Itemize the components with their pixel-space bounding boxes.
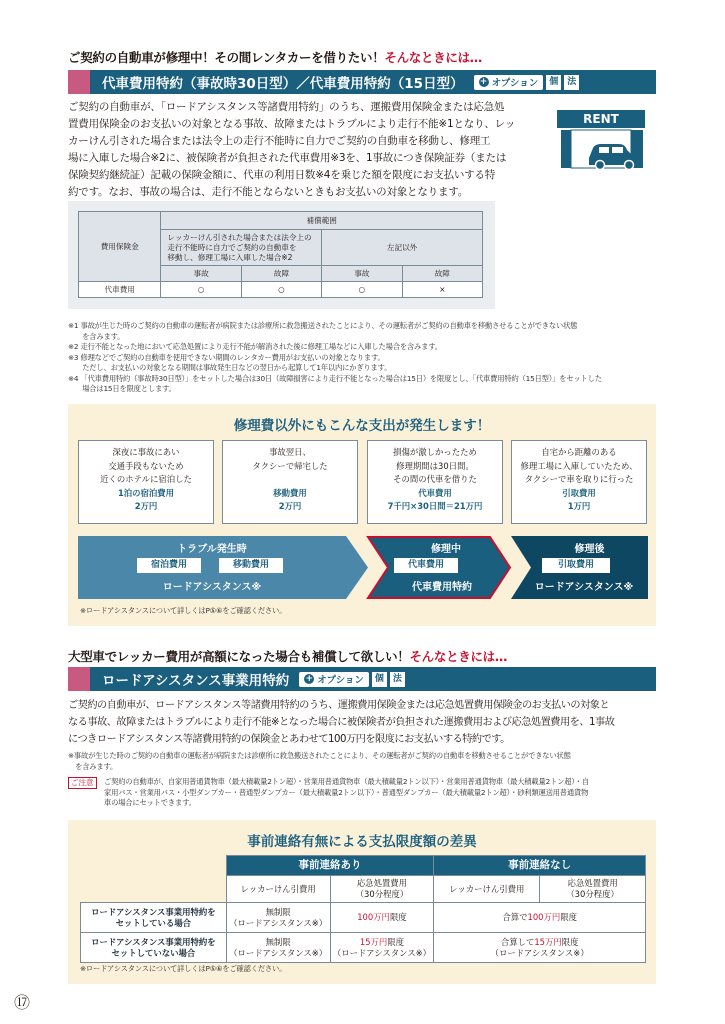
flow-step3-title: 修理後 xyxy=(574,544,605,555)
card-label: 引取費用 xyxy=(562,487,596,498)
card-value: 2万円 xyxy=(278,501,302,511)
row2-combined xyxy=(434,933,646,963)
note-line: 場合は15日を限度とします。 xyxy=(68,384,176,393)
card-label: 1泊の宿泊費用 xyxy=(117,487,175,498)
row1-tow xyxy=(226,903,330,933)
limit-footnote: ※ロードアシスタンスについて詳しくはP⑤⑥をご確認ください。 xyxy=(80,964,287,973)
tag-corporate: 法 xyxy=(564,75,579,90)
header-with-contact: 事前連絡あり xyxy=(226,856,434,876)
col-header: 費用保険金 xyxy=(79,212,161,282)
cost-card-hotel xyxy=(78,440,214,524)
option-badge xyxy=(299,672,369,687)
group-a-line: 走行不能時に自力でご契約の自動車を xyxy=(167,242,297,252)
sub-header: 事故 xyxy=(161,266,241,282)
para-line: 場に入庫した場合※2に、被保険者が負担された代車費用※3を、1事故につき保険証券（または xyxy=(68,152,507,164)
table-cell: × xyxy=(402,282,482,298)
sub-tow: レッカーけん引費用 xyxy=(226,876,330,903)
row-label-line: セットしている場合 xyxy=(115,917,192,928)
sub-tow: レッカーけん引費用 xyxy=(434,876,540,903)
para-line: ご契約の自動車が、「ロードアシスタンス等諸費用特約」のうち、運搬費用保険金または応急処 xyxy=(68,101,505,113)
accent-block xyxy=(68,70,90,94)
notes1 xyxy=(68,321,660,395)
note-line: ※事故が生じた時のご契約の自動車の運転者が病院または診療所に救急搬送されたことにより、その運転者がご契約の自動車を移動させることができない状態 xyxy=(68,751,571,760)
flow-step3-footer: ロードアシスタンス※ xyxy=(534,582,634,593)
accent-block xyxy=(68,667,90,691)
note-line: を含みます。 xyxy=(68,761,118,771)
section2-lead xyxy=(68,647,507,665)
costs-title: 修理費以外にもこんな支出が発生します！ xyxy=(233,418,491,434)
sub-header: 事故 xyxy=(322,266,402,282)
caution-line: 家用バス・営業用バス・小型ダンプカー・普通型ダンプカー（最大積載量2トン以下）・普通型ダンプカー（最大積載量2トン超）・砂利類運送用普通貨物 xyxy=(104,787,589,797)
row1-combined xyxy=(434,903,646,933)
range-header: 補償範囲 xyxy=(161,212,483,230)
flow-step2-footer: 代車費用特約 xyxy=(412,582,472,593)
rent-shop-illustration xyxy=(555,108,647,170)
row-label: 代車費用 xyxy=(79,282,161,298)
lead-text: 大型車でレッカー費用が高額になった場合も補償して欲しい！ xyxy=(68,649,410,664)
caution-text xyxy=(104,777,660,809)
limit-suffix: 限度 xyxy=(560,912,577,922)
card-line: 修理期間は30日間。 xyxy=(396,460,474,471)
ra-paren: （ロードアシスタンス※） xyxy=(490,947,589,958)
card-label: 移動費用 xyxy=(273,487,307,498)
row1-label xyxy=(81,903,227,933)
card-line: 深夜に事故にあい xyxy=(112,447,180,457)
flow-step2-title: 修理中 xyxy=(431,544,461,555)
para-line: なる事故、故障またはトラブルにより走行不能※となった場合に被保険者が負担された運搬費用および応急処置費用を、1事故 xyxy=(68,717,615,728)
section1-title-band xyxy=(68,70,656,94)
flow-step1-chip-transport: 移動費用 xyxy=(219,558,283,573)
group-b-header: 左記以外 xyxy=(322,230,483,266)
ra-paren: （ロードアシスタンス※） xyxy=(229,917,328,928)
cost-card-taxi xyxy=(222,440,358,524)
card-line: 自宅から距離のある xyxy=(541,447,617,457)
para-line: 約です。なお、事故の場合は、走行不能とならないときもお支払いの対象となります。 xyxy=(68,186,469,198)
para-line: につきロードアシスタンス等諸費用特約の保険金とあわせて100万円を限度にお支払いする特約です。 xyxy=(68,734,510,745)
table-cell: ○ xyxy=(241,282,321,298)
page-number: ⑰ xyxy=(14,993,31,1012)
note-line: ※3 修理などでご契約の自動車を使用できない期間のレンタカー費用がお支払いの対象となります。 xyxy=(68,352,385,362)
sub-header: 故障 xyxy=(241,266,321,282)
row-label-line: セットしていない場合 xyxy=(111,947,196,958)
group-a-line: 移動し、修理工場に入庫した場合※2 xyxy=(167,252,293,262)
row2-emergency xyxy=(330,933,434,963)
sub-emergency xyxy=(540,876,646,903)
ra-paren: （ロードアシスタンス※） xyxy=(229,947,328,958)
para-line: 置費用保険金のお支払いの対象となる事故、故障またはトラブルにより走行不能※1となり、レッ xyxy=(68,118,516,130)
row1-emergency xyxy=(330,903,434,933)
caution-line: 車の場合にセットできます。 xyxy=(104,798,196,807)
row-label-line: ロードアシスタンス事業用特約を xyxy=(91,906,216,917)
card-line: 損傷が激しかったため xyxy=(393,447,477,457)
combined-prefix: 合算して xyxy=(500,936,535,947)
limit-suffix: 限度 xyxy=(389,912,407,922)
card-line: 近くのホテルに宿泊した xyxy=(100,474,192,484)
sub-emergency-time: （30分程度） xyxy=(355,889,409,899)
costs-footnote: ※ロードアシスタンスについて詳しくはP⑤⑥をご確認ください。 xyxy=(80,606,287,615)
unlimited-text: 無制限 xyxy=(265,906,291,917)
group-a-line: レッカーけん引された場合または法令上の xyxy=(167,232,312,242)
section1-title: 代車費用特約（事故時30日型）／代車費用特約（15日型） xyxy=(102,76,464,92)
section1-paragraph xyxy=(68,99,538,201)
card-line: タクシーで車を取りに行った xyxy=(524,474,634,484)
section1-lead xyxy=(68,48,482,66)
card-line: 修理工場に入庫していたため、 xyxy=(520,460,638,471)
lead-text: ご契約の自動車が修理中！その間レンタカーを借りたい！ xyxy=(68,50,385,65)
flow-step1-title: トラブル発生時 xyxy=(177,544,247,555)
sub-emergency-time: （30分程度） xyxy=(566,889,619,899)
rent-label: RENT xyxy=(583,112,619,126)
card-label: 代車費用 xyxy=(418,487,452,498)
section2-note xyxy=(68,751,660,772)
red-amount: 100万円 xyxy=(357,912,390,922)
limit-table xyxy=(80,855,646,963)
flow-step3-chip: 引取費用 xyxy=(542,558,610,573)
empty-corner xyxy=(81,856,227,903)
note-line: ただし、お支払いの対象となる期間は事故発生日などの翌日から起算して1年以内にかぎります。 xyxy=(68,363,392,372)
flow-step1-chip-hotel: 宿泊費用 xyxy=(137,558,201,573)
option-label: オプション xyxy=(317,675,364,686)
para-line: カーけん引された場合または法令上の走行不能時に自力でご契約の自動車を移動し、修理工 xyxy=(68,135,491,147)
card-line: 事故翌日、 xyxy=(269,447,311,457)
card-line: タクシーで帰宅した xyxy=(252,460,328,471)
plus-icon: + xyxy=(305,674,314,684)
limit-suffix: 限度 xyxy=(387,936,405,947)
sub-emergency-label: 応急処置費用 xyxy=(567,878,618,888)
note-line: ※1 事故が生じた時のご契約の自動車の運転者が病院または診療所に救急搬送されたことにより、その運転者がご契約の自動車を移動させることができない状態 xyxy=(68,321,578,330)
table-cell: ○ xyxy=(161,282,241,298)
sub-header: 故障 xyxy=(402,266,482,282)
note-line: ※2 走行不能となった地において応急処置により走行不能が解消された後に修理工場などに入庫した場合を含みます。 xyxy=(68,342,442,351)
lead-red: そんなときには… xyxy=(409,649,508,664)
tag-individual: 個 xyxy=(372,672,387,687)
red-amount: 15万円 xyxy=(534,936,562,947)
note-line: ※4 「代車費用特約（事故時30日型）」をセットした場合は30日（故障損害により走行不能となった場合は15日）を限度とし、「代車費用特約（15日型）」をセットした xyxy=(68,373,602,383)
coverage-table xyxy=(78,211,483,298)
flow-step2-chip: 代車費用 xyxy=(394,558,458,573)
tag-individual: 個 xyxy=(546,75,561,90)
sub-emergency xyxy=(330,876,434,903)
card-value: 1万円 xyxy=(567,501,591,511)
tag-corporate: 法 xyxy=(390,672,405,687)
caution-line: ご契約の自動車が、自家用普通貨物車（最大積載量2トン超）・営業用普通貨物車（最大積載量2トン以下）・営業用普通貨物車（最大積載量2トン超）・自 xyxy=(104,777,589,786)
option-label: オプション xyxy=(491,78,539,89)
para-line: ご契約の自動車が、ロードアシスタンス等諸費用特約のうち、運搬費用保険金または応急処置費用保険金のお支払いの対象と xyxy=(68,700,610,711)
caution-badge: ご注意 xyxy=(68,777,97,789)
card-value: 7千円×30日間＝21万円 xyxy=(387,501,483,511)
card-line: 交通手段もないため xyxy=(108,460,184,471)
header-without-contact: 事前連絡なし xyxy=(434,856,646,876)
row2-label xyxy=(81,933,227,963)
table-cell: ○ xyxy=(322,282,402,298)
para-line: 保険契約継続証）記載の保険金額に、代車の利用日数※4を乗じた額を限度にお支払いする特 xyxy=(68,169,496,181)
option-badge xyxy=(474,75,544,90)
red-amount: 15万円 xyxy=(359,936,388,947)
combined-prefix: 合算で xyxy=(502,912,528,922)
card-spacer xyxy=(223,473,357,487)
row2-tow xyxy=(226,933,330,963)
sub-emergency-label: 応急処置費用 xyxy=(356,878,408,888)
group-a-header xyxy=(161,230,322,266)
section2-title-band xyxy=(68,667,656,691)
cost-card-rental xyxy=(367,440,503,524)
plus-icon: + xyxy=(479,77,488,87)
card-line: その間の代車を借りた xyxy=(393,474,477,484)
red-amount: 100万円 xyxy=(527,912,561,922)
lead-red: そんなときには… xyxy=(384,50,482,65)
card-value: 2万円 xyxy=(134,501,158,511)
flow-step1-footer: ロードアシスタンス※ xyxy=(162,582,262,593)
section2-paragraph xyxy=(68,697,660,748)
limit-title: 事前連絡有無による支払限度額の差異 xyxy=(247,834,477,850)
note-line: を含みます。 xyxy=(68,331,125,341)
section2-title: ロードアシスタンス事業用特約 xyxy=(102,673,290,689)
row-label-line: ロードアシスタンス事業用特約を xyxy=(91,936,216,947)
cost-card-pickup xyxy=(511,440,647,524)
ra-paren: （ロードアシスタンス※） xyxy=(332,947,431,958)
unlimited-text: 無制限 xyxy=(265,936,291,947)
limit-suffix: 限度 xyxy=(561,936,579,947)
